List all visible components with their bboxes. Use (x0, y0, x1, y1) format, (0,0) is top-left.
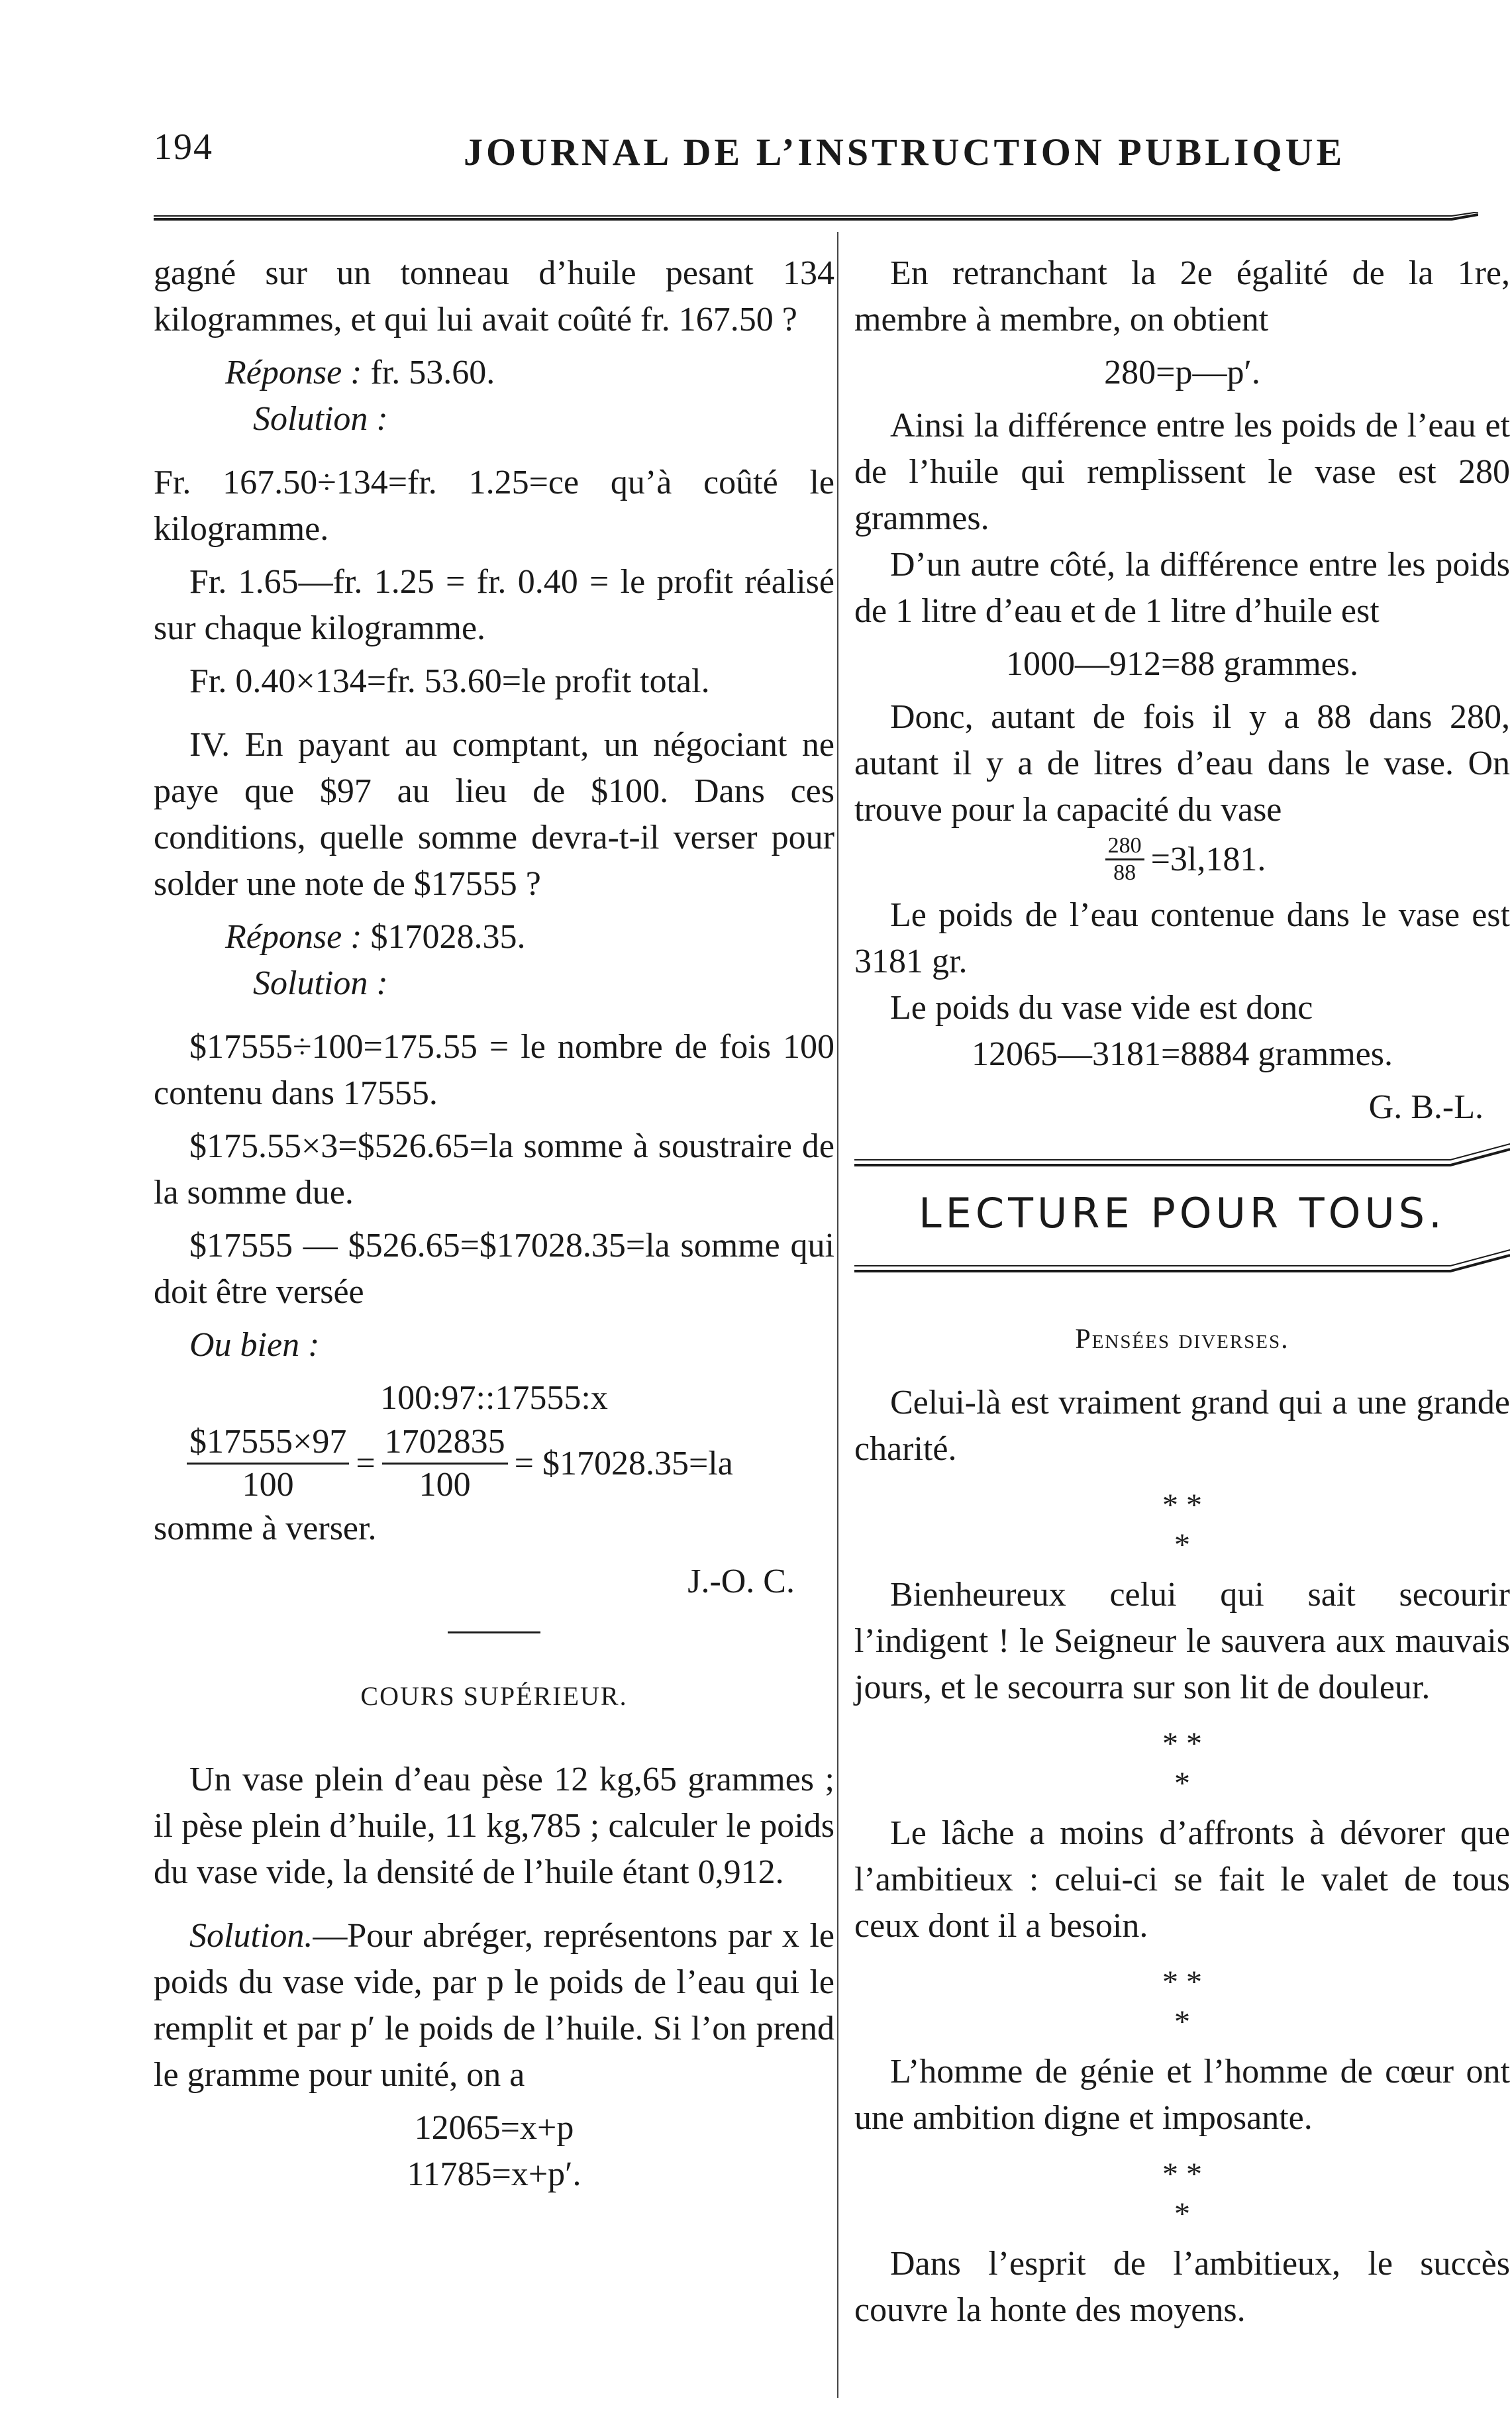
asterism-2: * * * (1162, 1726, 1202, 1801)
vase-problem: Un vase plein d’eau pèse 12 kg,65 grammes ; il pèse plein d’huile, 11 kg,785 ; calculer le poids du vase vide, la densité de l’huile étant 0,912. (154, 1761, 834, 1891)
solution-1-line-2: Fr. 1.65—fr. 1.25 = fr. 0.40 = le profit réalisé sur chaque kilogramme. (154, 563, 834, 647)
equals-sign: = (356, 1444, 376, 1482)
fraction-1-denominator: 100 (242, 1466, 294, 1504)
section-rule-bottom (854, 1246, 1510, 1276)
answer-label: Réponse : (225, 354, 362, 391)
asterism-1: * * * (1162, 1488, 1202, 1563)
maxim-1: Celui-là est vraiment grand qui a une grande charité. (854, 1384, 1510, 1468)
litre-difference: D’un autre côté, la différence entre les poids de 1 litre d’eau et de 1 litre d’huile est (854, 546, 1510, 630)
asterism-4: * * * (1162, 2157, 1202, 2232)
short-divider (448, 1631, 540, 1633)
solution-1-line-3: Fr. 0.40×134=fr. 53.60=le profit total. (189, 662, 710, 700)
column-divider (837, 232, 838, 2398)
fraction-2 (382, 1421, 508, 1506)
answer-label: Réponse : (225, 918, 362, 956)
solution-text: —Pour abréger, représentons par x le poids du vase vide, par p le poids de l’eau qui le remplit et par p′ le poids de l’huile. Si l’on prend le gramme pour unité, on a (154, 1917, 834, 2094)
maxim-4: L’homme de génie et l’homme de cœur ont une ambition digne et imposante. (854, 2053, 1510, 2137)
capacity-result: =3l,181. (1150, 840, 1266, 878)
equation-tail: = $17028.35=la (514, 1444, 733, 1482)
fraction-1 (187, 1421, 349, 1506)
solution-1-line-1: Fr. 167.50÷134=fr. 1.25=ce qu’à coûté le kilogramme. (154, 464, 834, 548)
left-column (154, 250, 834, 2198)
answer-value: $17028.35. (362, 918, 526, 956)
maxim-2: Bienheureux celui qui sait secourir l’indigent ! le Seigneur le sauvera aux mauvais jours, et le secourra sur son lit de douleur. (854, 1576, 1510, 1706)
fraction-2-denominator: 100 (419, 1466, 471, 1504)
page-number: 194 (154, 127, 213, 168)
signature-1: J.-O. C. (687, 1563, 795, 1600)
capacity-denominator: 88 (1113, 860, 1136, 885)
asterism-3: * * * (1162, 1965, 1202, 2039)
section-rule-top (854, 1140, 1510, 1170)
cours-superieur-title: COURS SUPÉRIEUR. (360, 1681, 628, 1711)
solution-2-line-2: $175.55×3=$526.65=la somme à soustraire de la somme due. (154, 1127, 834, 1212)
capacity-fraction (1105, 833, 1144, 886)
fraction-2-numerator: 1702835 (382, 1421, 508, 1465)
empty-vase-result: 12065—3181=8884 grammes. (972, 1035, 1393, 1073)
header-rule (154, 212, 1478, 223)
litre-difference-result: 1000—912=88 grammes. (1006, 645, 1358, 683)
maxim-5: Dans l’esprit de l’ambitieux, le succès couvre la honte des moyens. (854, 2245, 1510, 2329)
fraction-equation (180, 1421, 834, 1506)
pensees-diverses-title: Pensées diverses. (1075, 1324, 1289, 1355)
capacity-numerator: 280 (1105, 833, 1144, 860)
signature-2: G. B.-L. (1368, 1088, 1484, 1126)
capacity-statement: Donc, autant de fois il y a 88 dans 280, autant il y a de litres d’eau dans le vase. On trouve pour la capacité du vase (854, 698, 1510, 829)
solution-2-end: somme à verser. (154, 1510, 377, 1547)
answer-2 (154, 914, 834, 960)
capacity-equation (854, 833, 1510, 886)
water-weight: Le poids de l’eau contenue dans le vase est 3181 gr. (854, 896, 1510, 980)
problem-continuation: gagné sur un tonneau d’huile pesant 134 kilogrammes, et qui lui avait coûté fr. 167.50 ? (154, 254, 834, 338)
vase-solution (154, 1913, 834, 2098)
solution-2-line-1: $17555÷100=175.55 = le nombre de fois 100 contenu dans 17555. (154, 1028, 834, 1112)
solution-label: Solution. (189, 1917, 313, 1955)
equation-b: 11785=x+p′. (407, 2155, 581, 2193)
solution-1-label: Solution : (253, 400, 388, 438)
right-column (854, 250, 1510, 2334)
problem-4: IV. En payant au comptant, un négociant ne paye que $97 au lieu de $100. Dans ces conditions, quelle somme devra-t-il verser pour solder une note de $17555 ? (154, 726, 834, 903)
subtraction-step: En retranchant la 2e égalité de la 1re, membre à membre, on obtient (854, 254, 1510, 338)
ou-bien-label: Ou bien : (189, 1326, 320, 1364)
lecture-pour-tous-title: LECTURE POUR TOUS. (919, 1189, 1446, 1237)
journal-title: JOURNAL DE L’INSTRUCTION PUBLIQUE (464, 130, 1346, 174)
proportion: 100:97::17555:x (380, 1379, 608, 1417)
answer-value: fr. 53.60. (362, 354, 495, 391)
empty-vase-intro: Le poids du vase vide est donc (890, 989, 1313, 1027)
fraction-1-numerator: $17555×97 (187, 1421, 349, 1465)
equation-a: 12065=x+p (414, 2109, 574, 2147)
weight-difference: Ainsi la différence entre les poids de l’eau et de l’huile qui remplissent le vase est 280 grammes. (854, 407, 1510, 537)
solution-2-line-3: $17555 — $526.65=$17028.35=la somme qui doit être versée (154, 1227, 834, 1311)
answer-1 (154, 350, 834, 396)
maxim-3: Le lâche a moins d’affronts à dévorer que l’ambitieux : celui-ci se fait le valet de tous ceux dont il a besoin. (854, 1814, 1510, 1945)
solution-2-label: Solution : (253, 964, 388, 1002)
difference-equation: 280=p—p′. (1104, 354, 1260, 391)
